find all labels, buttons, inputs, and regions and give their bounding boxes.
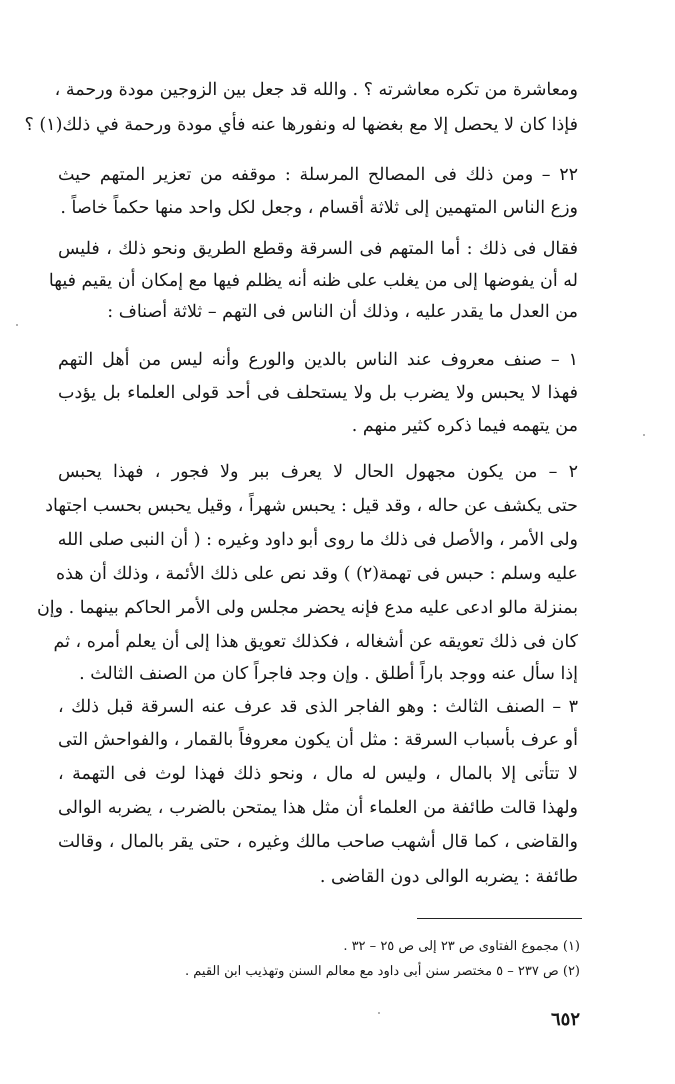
paper-speck [16, 324, 18, 326]
text-line: ٣ – الصنف الثالث : وهو الفاجر الذى قد عرف عنه السرقة قبل ذلك ، [58, 697, 578, 717]
text-line: عليه وسلم : حبس فى تهمة(٢) ) وقد نص على ذلك الأئمة ، وذلك أن هذه [56, 564, 578, 584]
footnote: (١) مجموع الفتاوى ص ٢٣ إلى ص ٢٥ – ٣٢ . [343, 939, 580, 954]
text-line: ١ – صنف معروف عند الناس بالدين والورع وأنه ليس من أهل التهم [58, 350, 578, 370]
text-line: من يتهمه فيما ذكره كثير منهم . [351, 416, 578, 436]
footnote-divider [417, 918, 582, 919]
text-line: لا تتأتى إلا بالمال ، وليس له مال ، ونحو ذلك فهذا لوث فى التهمة ، [58, 764, 578, 784]
text-line: له أن يفوضها إلى من يغلب على ظنه أنه يظلم فيها مع إمكان أن يقيم فيها [48, 271, 578, 291]
text-line: ومعاشرة من تكره معاشرته ؟ . والله قد جعل بين الزوجين مودة ورحمة ، [54, 80, 578, 100]
text-line: وزع الناس المتهمين إلى ثلاثة أقسام ، وجعل لكل واحد منها حكماً خاصاً . [60, 198, 578, 218]
footnote: (٢) ص ٢٣٧ – ٥ مختصر سنن أبى داود مع معالم السنن وتهذيب ابن القيم . [184, 964, 580, 979]
text-line: طائفة : يضربه الوالى دون القاضى . [319, 867, 578, 887]
paper-speck [378, 1012, 380, 1014]
text-line: أو عرف بأسباب السرقة : مثل أن يكون معروفاً بالقمار ، والفواحش التى [58, 730, 578, 750]
paper-speck [643, 434, 645, 436]
text-line: فإذا كان لا يحصل إلا مع بغضها له ونفورها عنه فأي مودة ورحمة في ذلك(١) ؟ [24, 115, 578, 135]
text-line: إذا سأل عنه ووجد باراً أطلق . وإن وجد فاجراً كان من الصنف الثالث . [79, 664, 578, 684]
text-line: والقاضى ، كما قال أشهب صاحب مالك وغيره ، حتى يقر بالمال ، وقالت [58, 832, 578, 852]
text-line: بمنزلة مالو ادعى عليه مدع فإنه يحضر مجلس ولى الأمر الحاكم بينهما . وإن [36, 598, 578, 618]
text-line: ولهذا قالت طائفة من العلماء أن مثل هذا يمتحن بالضرب ، يضربه الوالى [58, 798, 578, 818]
text-line: ٢٢ – ومن ذلك فى المصالح المرسلة : موقفه من تعزير المتهم حيث [58, 165, 578, 185]
text-line: ٢ – من يكون مجهول الحال لا يعرف ببر ولا فجور ، فهذا يحبس [58, 462, 578, 482]
text-line: فقال فى ذلك : أما المتهم فى السرقة وقطع الطريق ونحو ذلك ، فليس [58, 239, 578, 259]
text-line: فهذا لا يحبس ولا يضرب بل ولا يستحلف فى أحد قولى العلماء بل يؤدب [58, 383, 578, 403]
text-line: كان فى ذلك تعويقه عن أشغاله ، فكذلك تعويق هذا إلى أن يعلم أمره ، ثم [53, 632, 578, 652]
page-number: ٦٥٢ [550, 1009, 580, 1030]
text-line: حتى يكشف عن حاله ، وقد قيل : يحبس شهراً ، وقيل يحبس بحسب اجتهاد [45, 496, 578, 516]
text-line: من العدل ما يقدر عليه ، وذلك أن الناس فى التهم – ثلاثة أصناف : [107, 302, 578, 322]
text-line: ولى الأمر ، والأصل فى ذلك ما روى أبو داود وغيره : ( أن النبى صلى الله [57, 530, 578, 550]
